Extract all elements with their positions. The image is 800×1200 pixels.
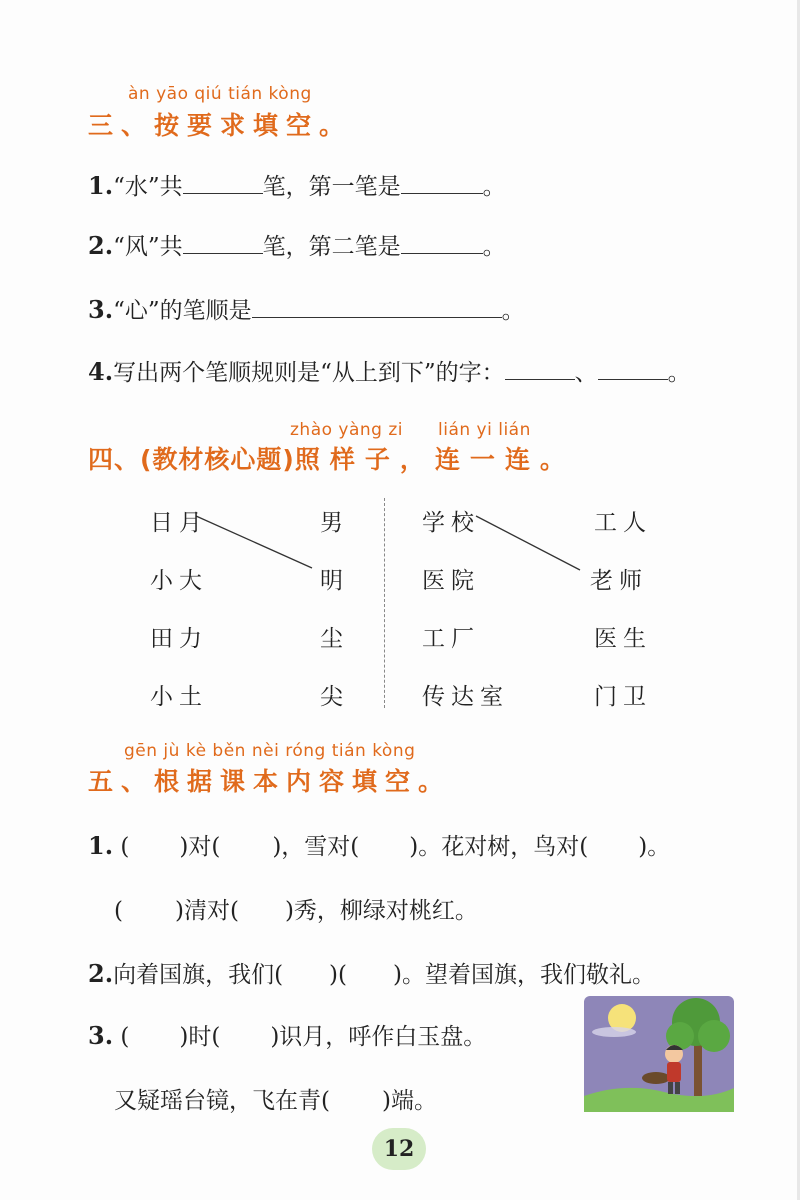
connect-line-example-1 <box>196 516 312 568</box>
section5-q1-line2 <box>114 892 478 925</box>
section5-q3-line2 <box>114 1082 437 1115</box>
section5-q2 <box>88 956 655 989</box>
match-item[interactable]: 田力 <box>150 626 208 652</box>
child-leg <box>668 1082 673 1094</box>
child-leg <box>675 1082 680 1094</box>
q-text: “风”共 <box>113 234 183 260</box>
match-item[interactable]: 门卫 <box>594 684 652 710</box>
q-text: )。望着国旗，我们敬礼。 <box>393 962 655 988</box>
match-item[interactable]: 日月 <box>150 510 208 536</box>
child-body <box>667 1062 681 1082</box>
tree-canopy-3 <box>666 1022 694 1050</box>
q-text: )。花对树，鸟对( <box>409 834 589 860</box>
paren-open: ( <box>120 834 130 860</box>
section4-heading-main: 照样子，连一连。 <box>294 445 575 474</box>
match-item[interactable]: 工厂 <box>422 626 480 652</box>
match-item[interactable]: 小土 <box>150 684 208 710</box>
match-item[interactable]: 医生 <box>594 626 652 652</box>
match-item[interactable]: 学校 <box>422 510 480 536</box>
q-text: 向着国旗，我们( <box>113 962 284 988</box>
q-text: 、 <box>574 360 598 386</box>
section5-pinyin: gēn jù kè běn nèi róng tián kòng <box>124 741 416 761</box>
q-text: 笔，第二笔是 <box>262 234 401 260</box>
q-text: )清对( <box>174 898 239 924</box>
q-number: 1. <box>88 171 114 200</box>
match-item[interactable]: 明 <box>320 568 349 594</box>
section5-q3-line1 <box>88 1018 486 1051</box>
match-item[interactable]: 医院 <box>422 568 480 594</box>
section4-heading-prefix: 四、(教材核心题) <box>88 445 295 474</box>
q-text: )对( <box>179 834 221 860</box>
q-text: 。 <box>482 174 506 200</box>
cloud-icon <box>592 1027 636 1037</box>
match-item[interactable]: 老师 <box>590 568 648 594</box>
connect-line-example-2 <box>476 516 580 570</box>
q-text: )。 <box>638 834 671 860</box>
section4-pinyin-a: zhào yàng zi <box>290 420 404 440</box>
section3-heading: 三、按要求填空。 <box>88 111 353 140</box>
match-item[interactable]: 尘 <box>320 626 349 652</box>
q-number: 4. <box>88 357 114 386</box>
q-number: 2. <box>88 231 114 260</box>
q-text: “水”共 <box>113 174 183 200</box>
paren-open: ( <box>114 898 123 924</box>
q-text: )，雪对( <box>272 834 360 860</box>
match-item[interactable]: 男 <box>320 510 349 536</box>
q-text: 笔，第一笔是 <box>262 174 401 200</box>
section3-pinyin: àn yāo qiú tián kòng <box>128 84 312 104</box>
q-text: )时( <box>179 1024 221 1050</box>
q-text: )端。 <box>381 1088 437 1114</box>
rock-icon <box>642 1072 670 1084</box>
q-text: 。 <box>501 298 525 324</box>
q-text: )( <box>329 962 347 988</box>
q-number: 2. <box>88 959 114 988</box>
section5-q1-line1 <box>88 828 670 861</box>
section5-heading: 五、根据课本内容填空。 <box>88 767 452 796</box>
q-text: “心”的笔顺是 <box>113 298 252 324</box>
tree-canopy-2 <box>698 1020 730 1052</box>
moon-illustration <box>584 996 734 1112</box>
q-text: 又疑瑶台镜，飞在青( <box>114 1088 330 1114</box>
match-item[interactable]: 小大 <box>150 568 208 594</box>
q-text: 。 <box>482 234 506 260</box>
match-item[interactable]: 尖 <box>320 684 349 710</box>
paren-open: ( <box>120 1024 130 1050</box>
match-item[interactable]: 传达室 <box>422 684 509 710</box>
q-text: )秀，柳绿对桃红。 <box>284 898 478 924</box>
q-text: )识月，呼作白玉盘。 <box>270 1024 487 1050</box>
section4-pinyin-b: lián yi lián <box>438 420 531 440</box>
page-number: 12 <box>372 1128 426 1170</box>
match-item[interactable]: 工人 <box>594 510 652 536</box>
q-number: 3. <box>88 295 114 324</box>
q-text: 写出两个笔顺规则是“从上到下”的字： <box>113 360 505 386</box>
q-number: 3. <box>88 1021 114 1050</box>
q-number: 1. <box>88 831 114 860</box>
q-text: 。 <box>667 360 691 386</box>
